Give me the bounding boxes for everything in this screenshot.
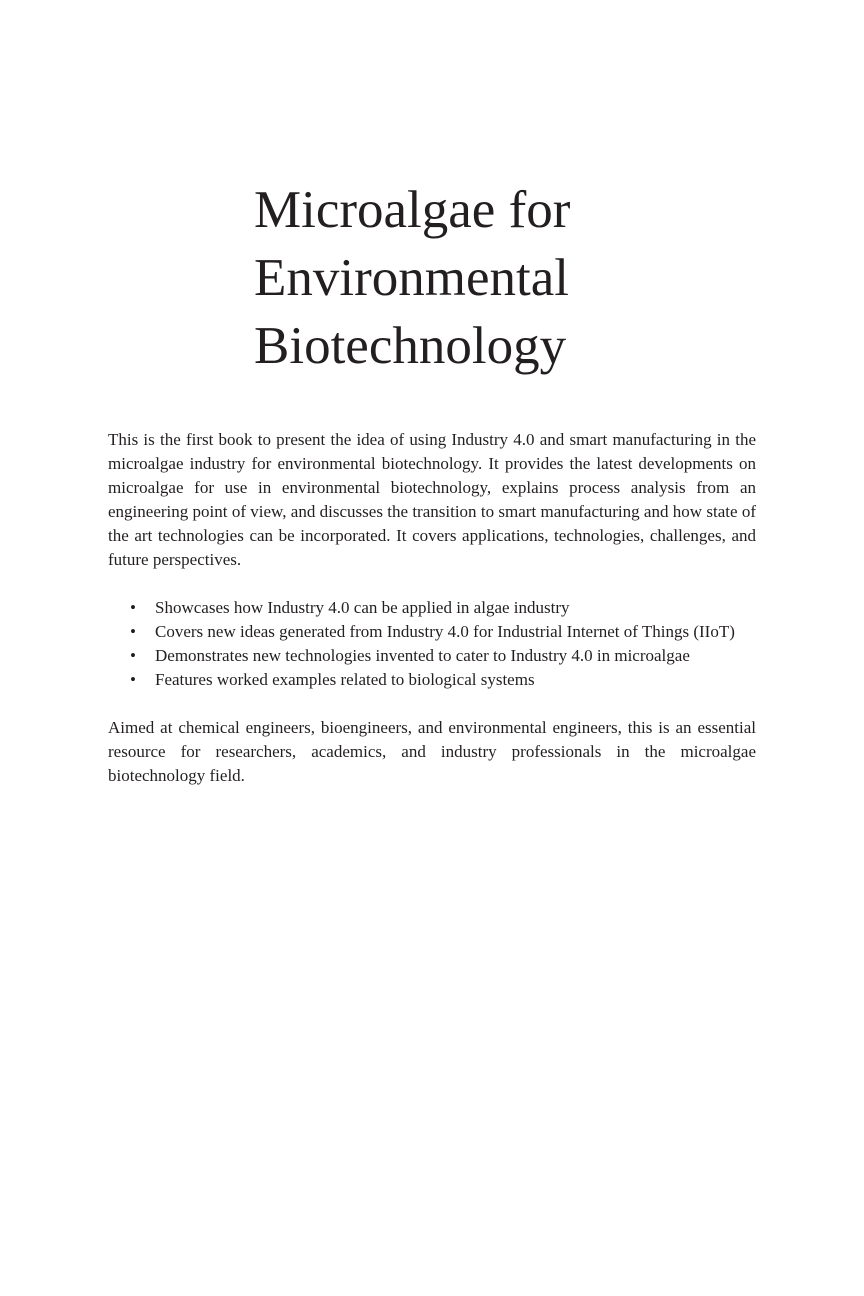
feature-item [130,668,756,692]
bullet-icon: • [130,670,136,689]
book-title-line-2: Environmental [254,249,569,307]
feature-list [108,596,756,692]
bullet-icon: • [130,622,136,641]
audience-statement: Aimed at chemical engineers, bioengineers, and environmental engineers, this is an essential resource for researchers, academics, and industry professionals in the microalgae biotechnology field. [108,718,756,785]
book-title-line-1: Microalgae for [254,181,571,239]
bullet-icon: • [130,646,136,665]
feature-item [130,620,756,644]
book-title [254,176,674,380]
feature-text: Covers new ideas generated from Industry 4.0 for Industrial Internet of Things (IIoT) [155,622,735,641]
book-description-section [108,428,756,788]
feature-item [130,644,756,668]
bullet-icon: • [130,598,136,617]
book-description: This is the first book to present the idea of using Industry 4.0 and smart manufacturing in the microalgae industry for environmental biotechnology. It provides the latest developments on microalgae for use in environmental biotechnology, explains process analysis from an engineering point of view, and discusses the transition to smart manufacturing and how state of the art technologies can be incorporated. It covers applications, technologies, challenges, and future perspectives. [108,430,756,569]
feature-text: Demonstrates new technologies invented to cater to Industry 4.0 in microalgae [155,646,690,665]
feature-text: Showcases how Industry 4.0 can be applied in algae industry [155,598,570,617]
feature-text: Features worked examples related to biological systems [155,670,535,689]
feature-item [130,596,756,620]
book-title-line-3: Biotechnology [254,317,567,375]
